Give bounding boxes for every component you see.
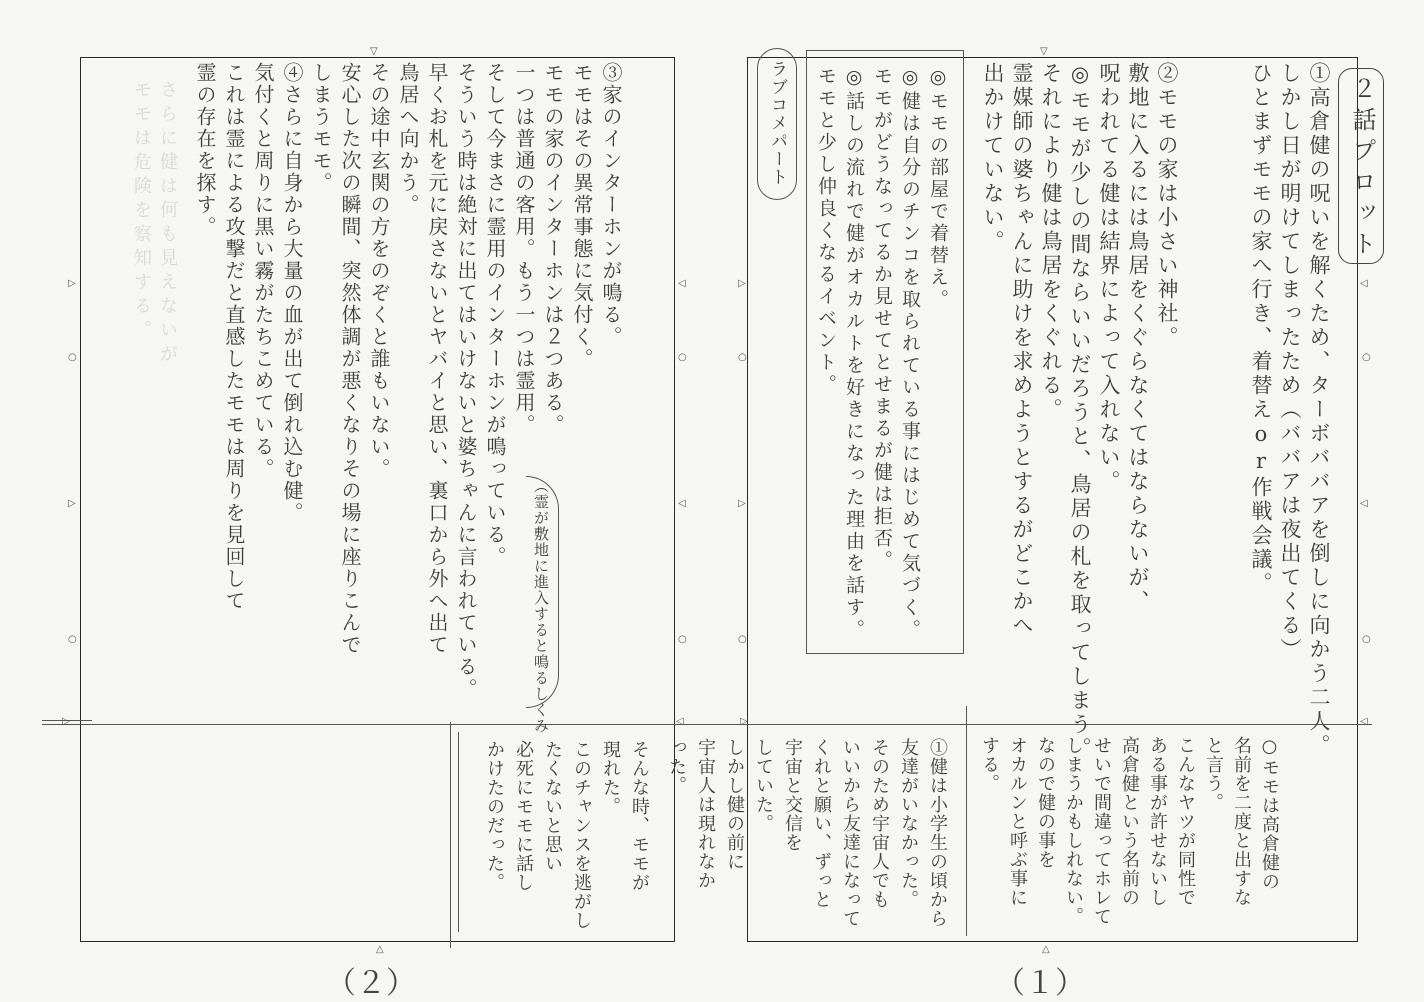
bottom-a-line: ○モモは高倉健の [1259,736,1280,891]
marker-triangle: ▽ [1040,46,1048,57]
bottom-b-line: しかし健の前に [724,738,745,871]
marker-circle: ○ [68,352,77,363]
marker-triangle: △ [376,944,384,955]
marker-triangle: ▷ [738,498,746,509]
lovecom-label: ラブコメパート [767,60,787,186]
sec3-line: そういう時は絶対に出てはいけないと婆ちゃんに言われている。 [454,62,478,700]
bottom-b-line: そのため宇宙人でも [869,738,890,909]
lovecom-line: モモと少し仲良くなるイベント。 [815,66,837,396]
faint-line: モモは危険を察知する。 [131,80,152,344]
vertical-divider-left [450,722,451,948]
bottom-a-text [975,736,1283,926]
marker-triangle: ◁ [678,278,686,289]
bottom-a-line: こんなヤツが同性で [1175,736,1196,907]
bottom-a-line: 名前を二度と出すな [1231,736,1252,907]
sec3-line: ④さらに自身から大量の血が出て倒れ込む健。 [280,62,304,524]
marker-triangle: ▷ [68,278,76,289]
sec3-line: 安心した次の瞬間、突然体調が悪くなりその場に座りこんで [338,62,362,656]
sec1-line: ①高倉健の呪いを解くため、ターボババアを倒しに向かう二人。 [1307,62,1331,758]
bottom-a-line: ある事が許せないし [1147,736,1168,907]
sec3-line: しまうモモ。 [309,62,333,194]
marker-triangle: ◁ [1360,716,1368,727]
bottom-c-line: そんな時、モモが [629,740,650,892]
sec3-line: 鳥居へ向かう。 [396,62,420,216]
marker-triangle: ◁ [1360,498,1368,509]
bottom-a-line: する。 [979,736,1000,793]
bottom-c-line: 現れた。 [600,740,621,816]
sec3-line: モモの家のインターホンは２つある。 [541,62,565,436]
sec3-line: 霊の存在を探す。 [193,62,217,238]
bottom-c-text [480,740,654,930]
plot-title: ２話プロット [1348,76,1376,262]
sec2-line: それにより健は鳥居をくぐれる。 [1039,62,1063,422]
marker-circle: ○ [678,352,687,363]
bottom-b-line: った。 [666,738,687,795]
faint-line: さらに健は何も見えないが [157,80,178,368]
sec3-line: これは霊による攻撃だと直感したモモは周りを見回して [222,62,246,612]
bottom-b-line: していた。 [753,738,774,833]
bottom-a-line: 高倉健という名前の [1119,736,1140,907]
sec2-line: 霊媒師の婆ちゃんに助けを求めようとするがどこかへ [1010,62,1034,638]
marker-triangle: △ [1042,944,1050,955]
page-number-left: （２） [326,966,416,1001]
lovecom-text [812,66,952,641]
bottom-c-line: かけたのだった。 [484,740,505,892]
sec1-line: ひとまずモモの家へ行き、着替えor作戦会議。 [1249,62,1273,596]
lovecom-line: ◎話しの流れで健がオカルトを好きになった理由を話す。 [843,66,865,641]
section3-text [190,62,625,700]
sec3-line: 早くお札を元に戻さないとヤバイと思い、裏口から外へ出て [425,62,449,656]
vertical-divider-left-2 [458,732,459,932]
sec3-line: ③家のインターホンが鳴る。 [599,62,623,348]
marker-triangle: ▷ [740,716,748,727]
bottom-b-line: ①健は小学生の頃から [927,738,948,928]
page-number-right: （１） [995,966,1085,1001]
faint-bleed-text [128,80,180,368]
sec2-line: 出かけていない。 [981,62,1005,254]
bottom-c-line: このチャンスを逃がし [571,740,592,930]
bottom-c-line: たくないと思い [542,740,563,873]
sec1-line: しかし日が明けてしまったため（ババアは夜出てくる） [1278,62,1302,662]
sec3-line: モモはその異常事態に気付く。 [570,62,594,370]
section1-text [1246,62,1333,758]
lovecom-line: ◎モモの部屋で着替え。 [927,66,949,311]
marker-circle: ○ [738,634,747,645]
marker-triangle: ▷ [738,278,746,289]
sec3-line: そして今まさに霊用のインターホンが鳴っている。 [483,62,507,568]
marker-circle: ○ [1362,352,1371,363]
section2-text [978,62,1181,761]
paren-note: （霊が敷地に進入すると鳴るしくみ [532,478,550,734]
bottom-a-line: しまうかもしれない。 [1063,736,1084,926]
marker-triangle: ▷ [68,498,76,509]
bottom-b-line: 友達がいなかった。 [898,738,919,909]
sec3-line: その途中玄関の方をのぞくと誰もいない。 [367,62,391,480]
bottom-a-line: せいで間違ってホレて [1091,736,1112,926]
lovecom-line: モモがどうなってるか見せてとせまるが健は拒否。 [871,66,893,572]
bottom-b-line: 宇宙人は現れなか [695,738,716,890]
marker-triangle: ◁ [676,716,684,727]
bottom-b-line: いいから友達になって [840,738,861,928]
marker-triangle: ◁ [678,498,686,509]
bottom-b-line: 宇宙と交信を [782,738,803,852]
bottom-c-line: 必死にモモに話し [513,740,534,892]
bottom-b-text [662,738,952,928]
bottom-a-line: オカルンと呼ぶ事に [1007,736,1028,907]
sec2-line: ◎モモが少しの間ならいいだろうと、鳥居の札を取ってしまう。 [1068,62,1092,761]
sec3-line: 一つは普通の客用。もう一つは霊用。 [512,62,536,436]
marker-circle: ○ [678,634,687,645]
marker-circle: ○ [1362,634,1371,645]
bottom-a-line: なので健の事を [1035,736,1056,869]
marker-triangle: ◁ [1360,278,1368,289]
bottom-b-line: くれと願い、ずっと [811,738,832,909]
sec3-line: 気付くと周りに黒い霧がたちこめている。 [251,62,275,480]
sec2-line: ②モモの家は小さい神社。 [1155,62,1179,350]
sec2-line: 呪われてる健は結界によって入れない。 [1097,62,1121,494]
bottom-a-line: と言う。 [1203,736,1224,812]
sec2-line: 敷地に入るには鳥居をくぐらなくてはならないが、 [1126,62,1150,614]
marker-triangle: ▽ [370,46,378,57]
vertical-divider-right [966,706,967,936]
marker-circle: ○ [738,352,747,363]
lovecom-line: ◎健は自分のチンコを取られている事にはじめて気づく。 [899,66,921,641]
marker-triangle: ▷ [62,716,70,727]
marker-circle: ○ [68,634,77,645]
